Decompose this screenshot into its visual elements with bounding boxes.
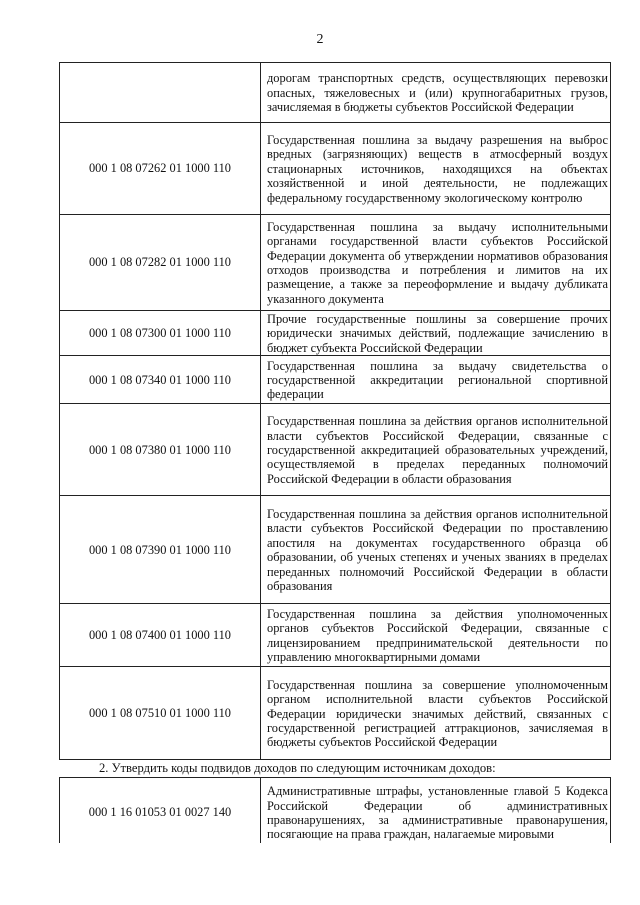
section-heading: 2. Утвердить коды подвидов доходов по следующим источникам доходов: <box>99 761 496 775</box>
description-cell: Прочие государственные пошлины за совершение прочих юридически значимых действий, подлежащие зачислению в бюджет субъекта Российской Федерации <box>261 311 611 356</box>
income-subtype-codes-table <box>59 777 611 843</box>
table-row <box>60 778 611 844</box>
code-cell: 000 1 16 01053 01 0027 140 <box>60 778 261 844</box>
description-cell: Государственная пошлина за действия уполномоченных органов субъектов Российской Федерации, связанные с лицензированием предпринимательской деятельности по управлению многоквартирными домами <box>261 604 611 667</box>
description-cell: Государственная пошлина за действия органов исполнительной власти субъектов Российской Федерации по проставлению апостиля на документах государственного образца об образовании, об ученых степенях и ученых званиях в пределах переданных полномочий Российской Федерации в области образования <box>261 496 611 604</box>
code-cell: 000 1 08 07300 01 1000 110 <box>60 311 261 356</box>
code-cell: 000 1 08 07282 01 1000 110 <box>60 215 261 311</box>
description-cell: Государственная пошлина за совершение уполномоченным органом исполнительной власти субъектов Российской Федерации юридически значимых действий, связанных с государственной регистрацией аттракционов, зачисляемая в бюджеты субъектов Российской Федерации <box>261 667 611 760</box>
description-cell: Государственная пошлина за выдачу свидетельства о государственной аккредитации региональной спортивной федерации <box>261 356 611 404</box>
code-cell: 000 1 08 07262 01 1000 110 <box>60 123 261 215</box>
description-cell: Государственная пошлина за выдачу разрешения на выброс вредных (загрязняющих) веществ в атмосферный воздух стационарных источников, находящихся на объектах хозяйственной и иной деятельности, не подлежащих федеральному государственному экологическому контролю <box>261 123 611 215</box>
description-cell: Государственная пошлина за выдачу исполнительными органами государственной власти субъектов Российской Федерации документа об утверждении нормативов образования отходов производства и потребления и лимитов на их размещение, а также за переоформление и выдачу дубликата указанного документа <box>261 215 611 311</box>
code-cell: 000 1 08 07510 01 1000 110 <box>60 667 261 760</box>
description-cell: Административные штрафы, установленные главой 5 Кодекса Российской Федерации об административных правонарушениях, за административные правонарушения, посягающие на права граждан, налагаемые мировыми <box>261 778 611 844</box>
page-number: 2 <box>316 32 324 47</box>
description-cell: Государственная пошлина за действия органов исполнительной власти субъектов Российской Федерации, связанные с государственной аккредитацией образовательных учреждений, осуществляемой в пределах переданных полномочий Российской Федерации в области образования <box>261 404 611 496</box>
code-cell: 000 1 08 07390 01 1000 110 <box>60 496 261 604</box>
code-cell: 000 1 08 07340 01 1000 110 <box>60 356 261 404</box>
code-cell: 000 1 08 07400 01 1000 110 <box>60 604 261 667</box>
description-cell: дорогам транспортных средств, осуществляющих перевозки опасных, тяжеловесных и (или) крупногабаритных грузов, зачисляемая в бюджеты субъектов Российской Федерации <box>261 63 611 123</box>
code-cell: 000 1 08 07380 01 1000 110 <box>60 404 261 496</box>
